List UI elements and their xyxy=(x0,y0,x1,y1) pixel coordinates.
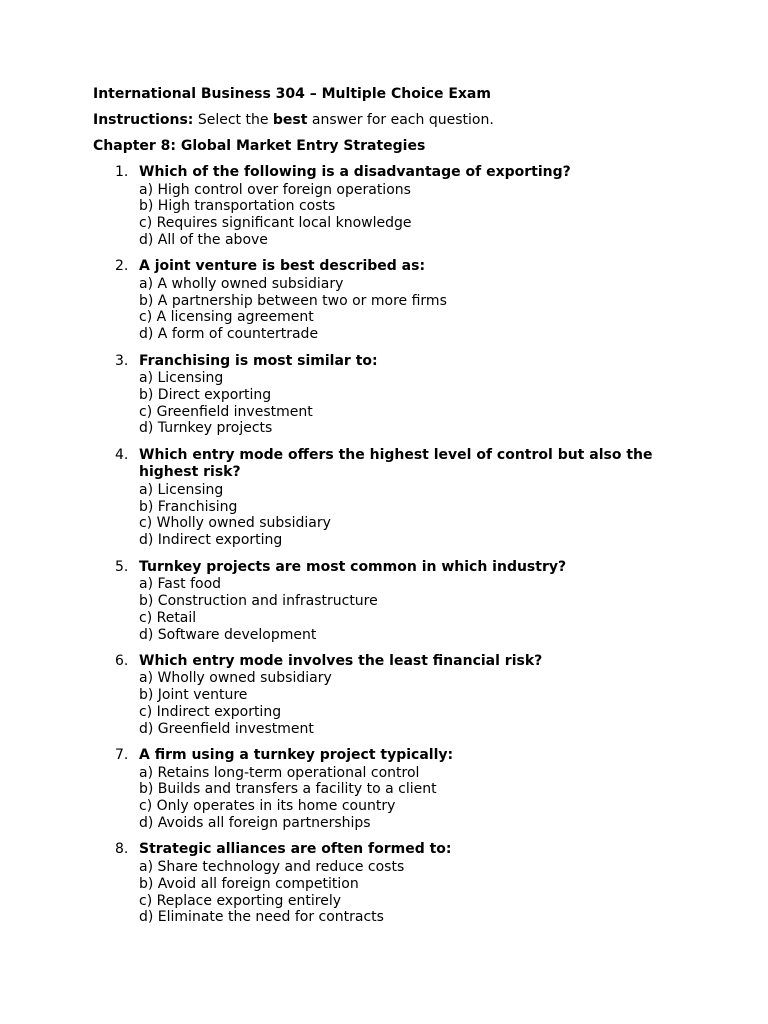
question-number: 3. xyxy=(115,352,129,369)
instructions-label: Instructions: xyxy=(93,112,194,128)
question-text: Which entry mode offers the highest level of control but also the highest risk? xyxy=(139,446,653,481)
question-text: A joint venture is best described as: xyxy=(139,258,426,275)
instructions-emphasis: best xyxy=(272,112,308,128)
answer-option: b) High transportation costs xyxy=(139,198,336,215)
question-number: 5. xyxy=(115,558,129,575)
answer-option: c) Requires significant local knowledge xyxy=(139,215,412,232)
answer-option: a) Share technology and reduce costs xyxy=(139,858,405,875)
answer-option: b) Joint venture xyxy=(139,687,248,704)
question-item xyxy=(93,841,693,926)
answer-option: d) All of the above xyxy=(139,231,268,248)
answer-option: c) Retail xyxy=(139,609,197,626)
question-number: 6. xyxy=(115,652,129,669)
question-number: 4. xyxy=(115,446,129,463)
question-text: Turnkey projects are most common in which industry? xyxy=(139,558,567,575)
question-text: Strategic alliances are often formed to: xyxy=(139,841,452,858)
question-item xyxy=(93,164,693,249)
answer-option: a) Licensing xyxy=(139,481,224,498)
answer-option: b) Avoid all foreign competition xyxy=(139,875,359,892)
question-item xyxy=(93,447,693,549)
answer-option: d) A form of countertrade xyxy=(139,326,319,343)
answer-option: d) Turnkey projects xyxy=(139,420,273,437)
exam-document xyxy=(93,86,693,936)
question-number: 7. xyxy=(115,747,129,764)
answer-option: d) Greenfield investment xyxy=(139,720,314,737)
answer-option: b) Franchising xyxy=(139,498,238,515)
answer-option: a) Wholly owned subsidiary xyxy=(139,670,332,687)
question-number: 1. xyxy=(115,164,129,180)
answer-option: b) A partnership between two or more firms xyxy=(139,292,447,309)
answer-option: c) Greenfield investment xyxy=(139,403,313,420)
question-item xyxy=(93,258,693,343)
answer-option: a) A wholly owned subsidiary xyxy=(139,275,344,292)
instructions-text-before: Select the xyxy=(193,112,273,128)
answer-option: a) Licensing xyxy=(139,370,224,387)
answer-option: d) Software development xyxy=(139,626,317,643)
answer-option: c) Replace exporting entirely xyxy=(139,892,341,909)
answer-option: b) Builds and transfers a facility to a client xyxy=(139,781,437,798)
question-text: Which entry mode involves the least financial risk? xyxy=(139,652,543,669)
chapter-heading: Chapter 8: Global Market Entry Strategies xyxy=(93,138,426,154)
answer-option: a) Retains long-term operational control xyxy=(139,764,420,781)
answer-option: d) Indirect exporting xyxy=(139,532,283,549)
answer-option: a) Fast food xyxy=(139,576,222,593)
question-item xyxy=(93,559,693,644)
question-text: Which of the following is a disadvantage of exporting? xyxy=(139,164,571,180)
answer-option: d) Eliminate the need for contracts xyxy=(139,909,384,926)
answer-option: b) Direct exporting xyxy=(139,386,272,403)
answer-option: c) Only operates in its home country xyxy=(139,798,396,815)
answer-option: c) Wholly owned subsidiary xyxy=(139,515,331,532)
answer-option: a) High control over foreign operations xyxy=(139,181,411,198)
question-list xyxy=(93,164,693,926)
answer-option: c) A licensing agreement xyxy=(139,309,314,326)
question-item xyxy=(93,747,693,832)
document-title: International Business 304 – Multiple Choice Exam xyxy=(93,86,491,102)
question-item xyxy=(93,653,693,738)
answer-option: b) Construction and infrastructure xyxy=(139,592,378,609)
instructions-text-after: answer for each question. xyxy=(307,112,494,128)
question-number: 2. xyxy=(115,258,129,275)
question-text: A firm using a turnkey project typically: xyxy=(139,747,454,764)
question-text: Franchising is most similar to: xyxy=(139,352,378,369)
instructions xyxy=(93,112,693,129)
question-item xyxy=(93,353,693,438)
answer-option: d) Avoids all foreign partnerships xyxy=(139,815,371,832)
question-number: 8. xyxy=(115,841,129,858)
answer-option: c) Indirect exporting xyxy=(139,704,282,720)
